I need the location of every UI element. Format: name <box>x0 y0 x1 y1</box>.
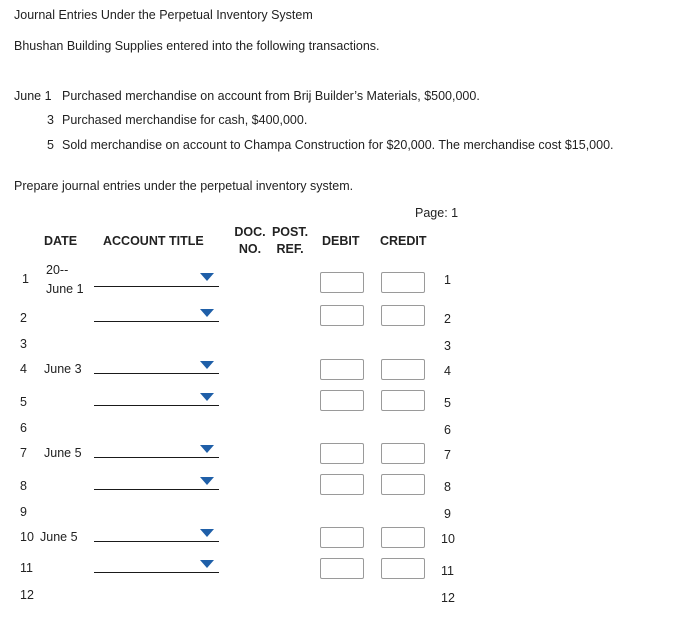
dropdown-underline <box>94 373 219 374</box>
left-line-number: 5 <box>20 395 27 409</box>
problem-intro: Bhushan Building Supplies entered into the following transactions. <box>14 39 380 53</box>
transaction-text-2: Purchased merchandise for cash, $400,000. <box>62 113 308 127</box>
right-line-number: 6 <box>444 423 451 437</box>
debit-input[interactable] <box>320 443 364 464</box>
left-line-number: 9 <box>20 505 27 519</box>
transaction-text-3: Sold merchandise on account to Champa Construction for $20,000. The merchandise cost $15,000. <box>62 138 614 152</box>
left-line-number: 8 <box>20 479 27 493</box>
right-line-number: 7 <box>444 448 451 462</box>
debit-input[interactable] <box>320 272 364 293</box>
dropdown-arrow-icon <box>200 477 214 485</box>
header-post-ref: POST. REF. <box>271 225 309 256</box>
debit-input[interactable] <box>320 527 364 548</box>
dropdown-underline <box>94 286 219 287</box>
date-cell: June 1 <box>46 282 84 296</box>
header-debit: DEBIT <box>322 234 360 248</box>
debit-input[interactable] <box>320 390 364 411</box>
right-line-number: 2 <box>444 312 451 326</box>
credit-input[interactable] <box>381 527 425 548</box>
year-label: 20-- <box>46 263 69 277</box>
left-line-number: 4 <box>20 362 27 376</box>
header-doc-no: DOC. NO. <box>234 225 266 256</box>
date-cell: June 5 <box>40 530 78 544</box>
transaction-date-1: June 1 <box>14 89 52 103</box>
dropdown-underline <box>94 489 219 490</box>
left-line-number: 10 <box>20 530 34 544</box>
right-line-number: 3 <box>444 339 451 353</box>
credit-input[interactable] <box>381 474 425 495</box>
transaction-text-1: Purchased merchandise on account from Brij Builder’s Materials, $500,000. <box>62 89 480 103</box>
debit-input[interactable] <box>320 359 364 380</box>
dropdown-underline <box>94 321 219 322</box>
right-line-number: 8 <box>444 480 451 494</box>
dropdown-underline <box>94 405 219 406</box>
right-line-number: 9 <box>444 507 451 521</box>
dropdown-underline <box>94 457 219 458</box>
dropdown-arrow-icon <box>200 529 214 537</box>
left-line-number: 2 <box>20 311 27 325</box>
transaction-date-2: 3 <box>47 113 54 127</box>
dropdown-arrow-icon <box>200 393 214 401</box>
credit-input[interactable] <box>381 443 425 464</box>
credit-input[interactable] <box>381 272 425 293</box>
page-label: Page: 1 <box>415 206 459 220</box>
left-line-number: 1 <box>22 272 29 286</box>
credit-input[interactable] <box>381 390 425 411</box>
debit-input[interactable] <box>320 558 364 579</box>
header-credit: CREDIT <box>380 234 427 248</box>
problem-title: Journal Entries Under the Perpetual Inventory System <box>14 8 313 22</box>
date-cell: June 5 <box>44 446 82 460</box>
transaction-date-3: 5 <box>47 138 54 152</box>
right-line-number: 11 <box>441 564 454 578</box>
credit-input[interactable] <box>381 359 425 380</box>
right-line-number: 4 <box>444 364 451 378</box>
left-line-number: 11 <box>20 561 33 575</box>
left-line-number: 7 <box>20 446 27 460</box>
dropdown-underline <box>94 572 219 573</box>
date-cell: June 3 <box>44 362 82 376</box>
dropdown-arrow-icon <box>200 560 214 568</box>
instruction: Prepare journal entries under the perpetual inventory system. <box>14 179 354 193</box>
debit-input[interactable] <box>320 474 364 495</box>
right-line-number: 12 <box>441 591 455 605</box>
dropdown-arrow-icon <box>200 273 214 281</box>
left-line-number: 12 <box>20 588 34 602</box>
dropdown-arrow-icon <box>200 309 214 317</box>
credit-input[interactable] <box>381 305 425 326</box>
dropdown-arrow-icon <box>200 361 214 369</box>
dropdown-arrow-icon <box>200 445 214 453</box>
debit-input[interactable] <box>320 305 364 326</box>
header-date: DATE <box>44 234 78 248</box>
header-account-title: ACCOUNT TITLE <box>103 234 204 248</box>
left-line-number: 3 <box>20 337 27 351</box>
right-line-number: 1 <box>444 273 451 287</box>
left-line-number: 6 <box>20 421 27 435</box>
credit-input[interactable] <box>381 558 425 579</box>
right-line-number: 5 <box>444 396 451 410</box>
dropdown-underline <box>94 541 219 542</box>
right-line-number: 10 <box>441 532 455 546</box>
